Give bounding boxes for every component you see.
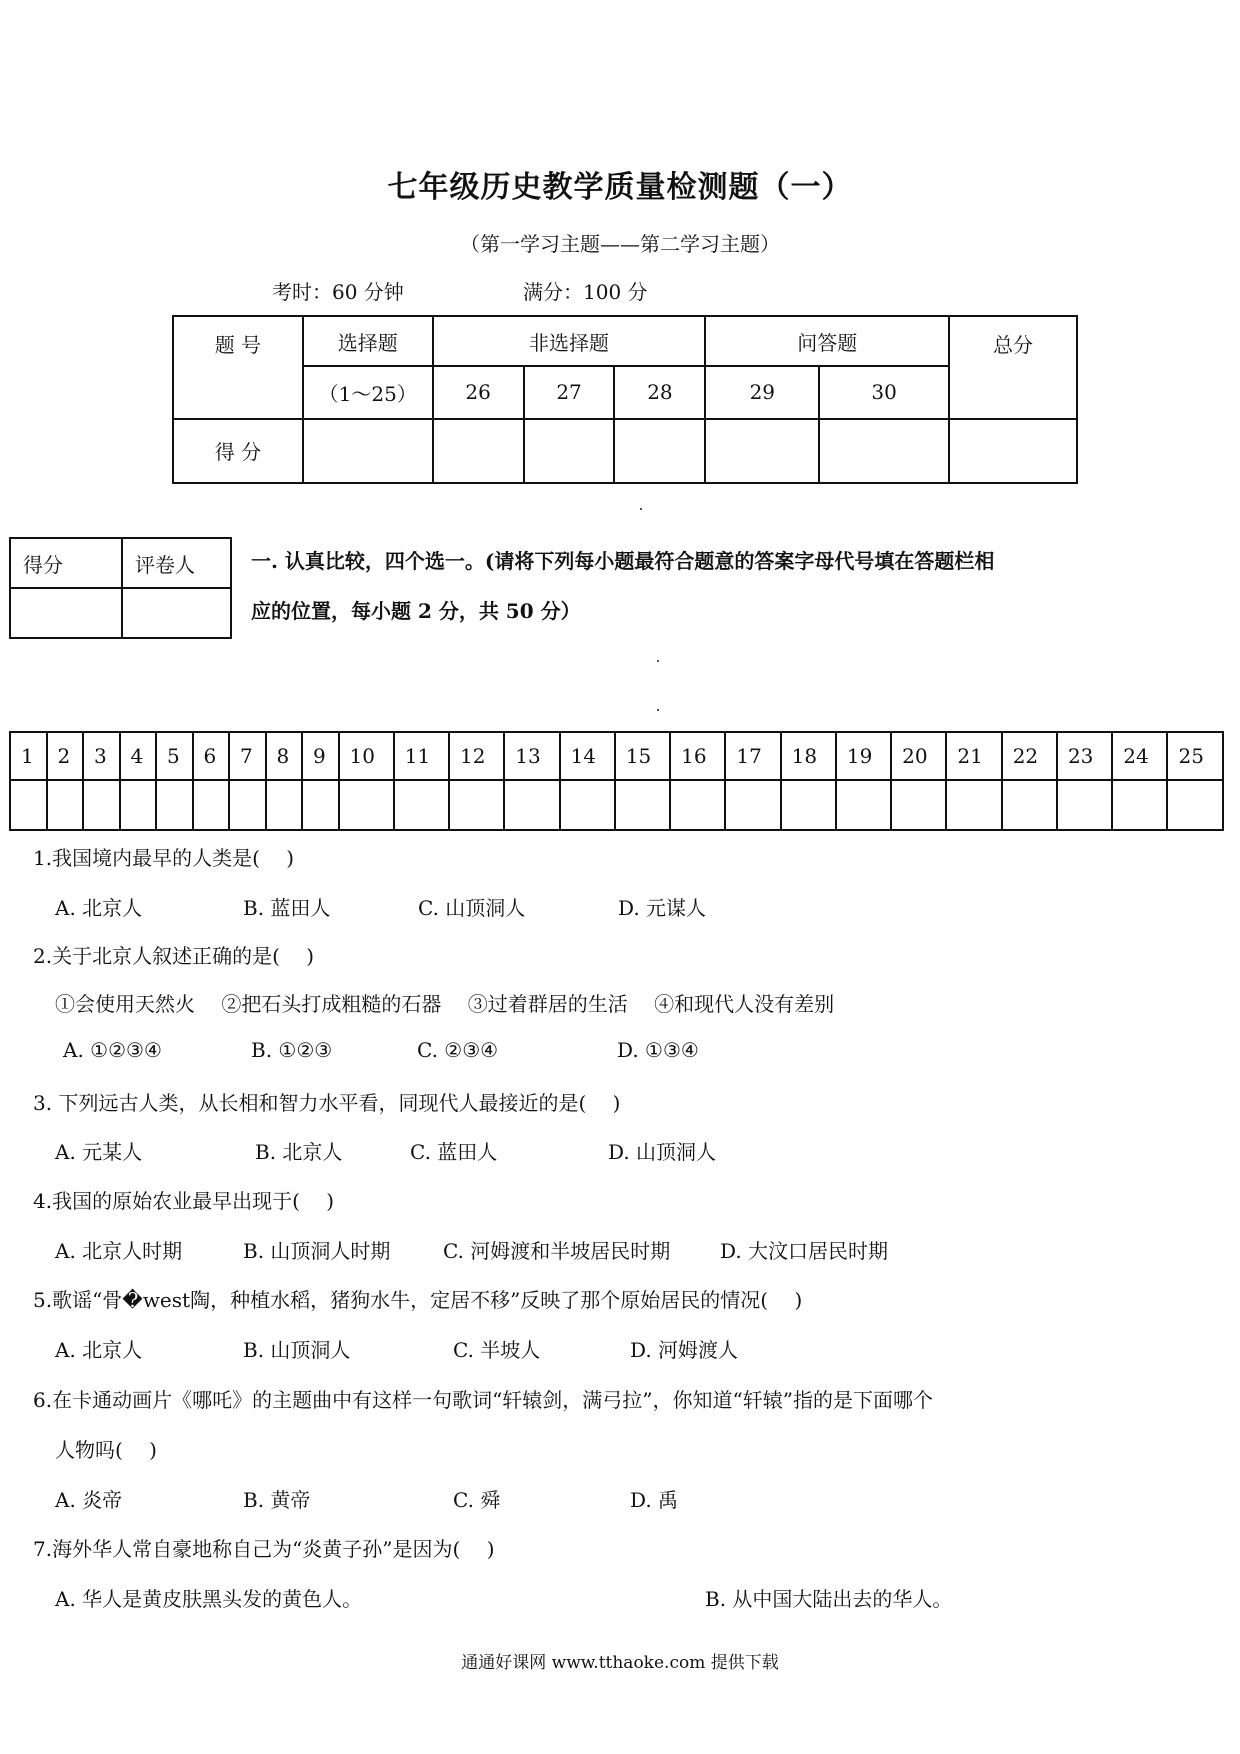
answer-grid-number: 19 xyxy=(836,732,891,780)
page-title: 七年级历史教学质量检测题（一） xyxy=(387,170,853,205)
answer-grid-number: 25 xyxy=(1167,732,1223,780)
answer-grid-number: 7 xyxy=(229,732,266,780)
answer-grid-number: 24 xyxy=(1112,732,1167,780)
answer-grid-cell[interactable] xyxy=(193,780,230,830)
grader-score-label: 得分 xyxy=(10,538,122,588)
question-7-option-a: A. 华人是黄皮肤黑头发的黄色人。 xyxy=(55,1587,363,1611)
answer-grid-cell[interactable] xyxy=(83,780,120,830)
answer-grid-number: 6 xyxy=(193,732,230,780)
question-1-stem: 1.我国境内最早的人类是( ) xyxy=(33,846,295,870)
question-4-option-b: B. 山顶洞人时期 xyxy=(243,1239,391,1263)
non-choice-header: 非选择题 xyxy=(433,316,706,366)
answer-grid-number: 15 xyxy=(615,732,670,780)
answer-grid-cell[interactable] xyxy=(1167,780,1223,830)
answer-grid-number: 11 xyxy=(394,732,449,780)
qa-header: 问答题 xyxy=(705,316,949,366)
section-instruction-line2: 应的位置，每小题 2 分，共 50 分） xyxy=(251,599,581,623)
answer-grid-cell[interactable] xyxy=(47,780,84,830)
answer-grid-cell[interactable] xyxy=(302,780,339,830)
answer-grid-number: 10 xyxy=(339,732,394,780)
full-score: 满分：100 分 xyxy=(523,280,648,304)
col-27: 27 xyxy=(524,366,615,418)
answer-grid-cell[interactable] xyxy=(1057,780,1112,830)
answer-grid-number: 21 xyxy=(946,732,1001,780)
answer-grid-cell[interactable] xyxy=(725,780,780,830)
total-header: 总分 xyxy=(949,316,1077,419)
score-cell[interactable] xyxy=(949,419,1077,483)
question-1-option-b: B. 蓝田人 xyxy=(243,896,331,920)
answer-grid-cell[interactable] xyxy=(10,780,47,830)
answer-grid-number: 12 xyxy=(449,732,504,780)
answer-grid-cell[interactable] xyxy=(560,780,615,830)
score-cell[interactable] xyxy=(819,419,949,483)
answer-grid-cell[interactable] xyxy=(615,780,670,830)
grader-reviewer-label: 评卷人 xyxy=(122,538,231,588)
score-cell[interactable] xyxy=(524,419,615,483)
score-row-label: 得 分 xyxy=(173,419,303,483)
exam-time: 考时：60 分钟 xyxy=(272,280,404,304)
question-5-option-d: D. 河姆渡人 xyxy=(630,1338,739,1362)
question-3-option-a: A. 元某人 xyxy=(55,1140,143,1164)
answer-grid-cell[interactable] xyxy=(1002,780,1057,830)
answer-grid-cell[interactable] xyxy=(1112,780,1167,830)
question-7-option-b: B. 从中国大陆出去的华人。 xyxy=(705,1587,953,1611)
page-subtitle: （第一学习主题——第二学习主题） xyxy=(460,232,780,256)
score-summary-table xyxy=(172,315,1078,484)
choice-range: （1～25） xyxy=(303,366,433,418)
answer-grid-cell[interactable] xyxy=(670,780,725,830)
answer-grid-number: 23 xyxy=(1057,732,1112,780)
col-26: 26 xyxy=(433,366,524,418)
question-2-option-d: D. ①③④ xyxy=(617,1038,699,1062)
answer-grid-cell[interactable] xyxy=(120,780,157,830)
question-6-option-b: B. 黄帝 xyxy=(243,1488,311,1512)
question-1-option-c: C. 山顶洞人 xyxy=(418,896,526,920)
question-6-option-d: D. 禹 xyxy=(630,1488,679,1512)
question-6-option-a: A. 炎帝 xyxy=(55,1488,123,1512)
answer-grid-cell[interactable] xyxy=(504,780,559,830)
question-4-stem: 4.我国的原始农业最早出现于( ) xyxy=(33,1189,335,1213)
answer-grid-number: 18 xyxy=(781,732,836,780)
col-title: 题 号 xyxy=(173,316,303,419)
question-1-option-a: A. 北京人 xyxy=(55,896,143,920)
answer-grid-cell[interactable] xyxy=(781,780,836,830)
question-3-option-b: B. 北京人 xyxy=(255,1140,343,1164)
score-cell[interactable] xyxy=(303,419,433,483)
score-cell[interactable] xyxy=(705,419,819,483)
question-5-option-a: A. 北京人 xyxy=(55,1338,143,1362)
footer-source: 通通好课网 www.tthaoke.com 提供下载 xyxy=(461,1653,779,1673)
question-1-option-d: D. 元谋人 xyxy=(618,896,707,920)
col-29: 29 xyxy=(705,366,819,418)
question-3-stem: 3. 下列远古人类，从长相和智力水平看，同现代人最接近的是( ) xyxy=(33,1091,621,1115)
answer-grid-number: 13 xyxy=(504,732,559,780)
answer-grid-number: 22 xyxy=(1002,732,1057,780)
answer-grid-number: 2 xyxy=(47,732,84,780)
question-2-option-b: B. ①②③ xyxy=(251,1038,333,1062)
answer-grid-number: 17 xyxy=(725,732,780,780)
answer-grid-number: 20 xyxy=(891,732,946,780)
answer-grid-cell[interactable] xyxy=(394,780,449,830)
question-3-option-c: C. 蓝田人 xyxy=(410,1140,498,1164)
grader-score-cell[interactable] xyxy=(10,588,122,638)
answer-grid-number: 5 xyxy=(156,732,193,780)
question-6-stem: 6.在卡通动画片《哪吒》的主题曲中有这样一句歌词“轩辕剑，满弓拉”，你知道“轩辕”指的是下面哪个 xyxy=(33,1388,933,1412)
scan-dot xyxy=(657,660,659,662)
question-2-items: ①会使用天然火 ②把石头打成粗糙的石器 ③过着群居的生活 ④和现代人没有差别 xyxy=(55,992,835,1016)
question-6-stem-continued: 人物吗( ) xyxy=(55,1438,157,1462)
grader-reviewer-cell[interactable] xyxy=(122,588,231,638)
answer-grid-number: 14 xyxy=(560,732,615,780)
question-4-option-d: D. 大汶口居民时期 xyxy=(720,1239,889,1263)
question-5-option-c: C. 半坡人 xyxy=(453,1338,541,1362)
answer-grid-cell[interactable] xyxy=(836,780,891,830)
scan-dot xyxy=(640,508,642,510)
section-instruction-line1: 一. 认真比较，四个选一。(请将下列每小题最符合题意的答案字母代号填在答题栏相 xyxy=(251,549,995,573)
col-28: 28 xyxy=(614,366,705,418)
question-7-stem: 7.海外华人常自豪地称自己为“炎黄子孙”是因为( ) xyxy=(33,1537,495,1561)
grader-box xyxy=(9,537,232,639)
score-cell[interactable] xyxy=(433,419,524,483)
answer-grid-cell[interactable] xyxy=(891,780,946,830)
answer-grid-cell[interactable] xyxy=(266,780,303,830)
question-2-option-a: A. ①②③④ xyxy=(63,1038,162,1062)
answer-grid-cell[interactable] xyxy=(449,780,504,830)
question-2-option-c: C. ②③④ xyxy=(417,1038,499,1062)
score-cell[interactable] xyxy=(614,419,705,483)
choice-header: 选择题 xyxy=(303,316,433,366)
answer-grid-number: 1 xyxy=(10,732,47,780)
answer-grid-number: 3 xyxy=(83,732,120,780)
question-3-option-d: D. 山顶洞人 xyxy=(608,1140,717,1164)
scan-dot xyxy=(657,709,659,711)
question-4-option-c: C. 河姆渡和半坡居民时期 xyxy=(443,1239,671,1263)
answer-grid-cell[interactable] xyxy=(946,780,1001,830)
answer-grid-number: 16 xyxy=(670,732,725,780)
answer-grid-number: 9 xyxy=(302,732,339,780)
question-5-stem: 5.歌谣“骨�west陶，种植水稻，猪狗水牛，定居不移”反映了那个原始居民的情况( ) xyxy=(33,1288,803,1312)
answer-grid-cell[interactable] xyxy=(229,780,266,830)
question-4-option-a: A. 北京人时期 xyxy=(55,1239,183,1263)
answer-grid-number: 8 xyxy=(266,732,303,780)
question-5-option-b: B. 山顶洞人 xyxy=(243,1338,351,1362)
answer-grid-cell[interactable] xyxy=(339,780,394,830)
answer-grid-number: 4 xyxy=(120,732,157,780)
question-2-stem: 2.关于北京人叙述正确的是( ) xyxy=(33,944,315,968)
question-6-option-c: C. 舜 xyxy=(453,1488,501,1512)
answer-grid-cell[interactable] xyxy=(156,780,193,830)
answer-grid xyxy=(9,731,1224,831)
col-30: 30 xyxy=(819,366,949,418)
